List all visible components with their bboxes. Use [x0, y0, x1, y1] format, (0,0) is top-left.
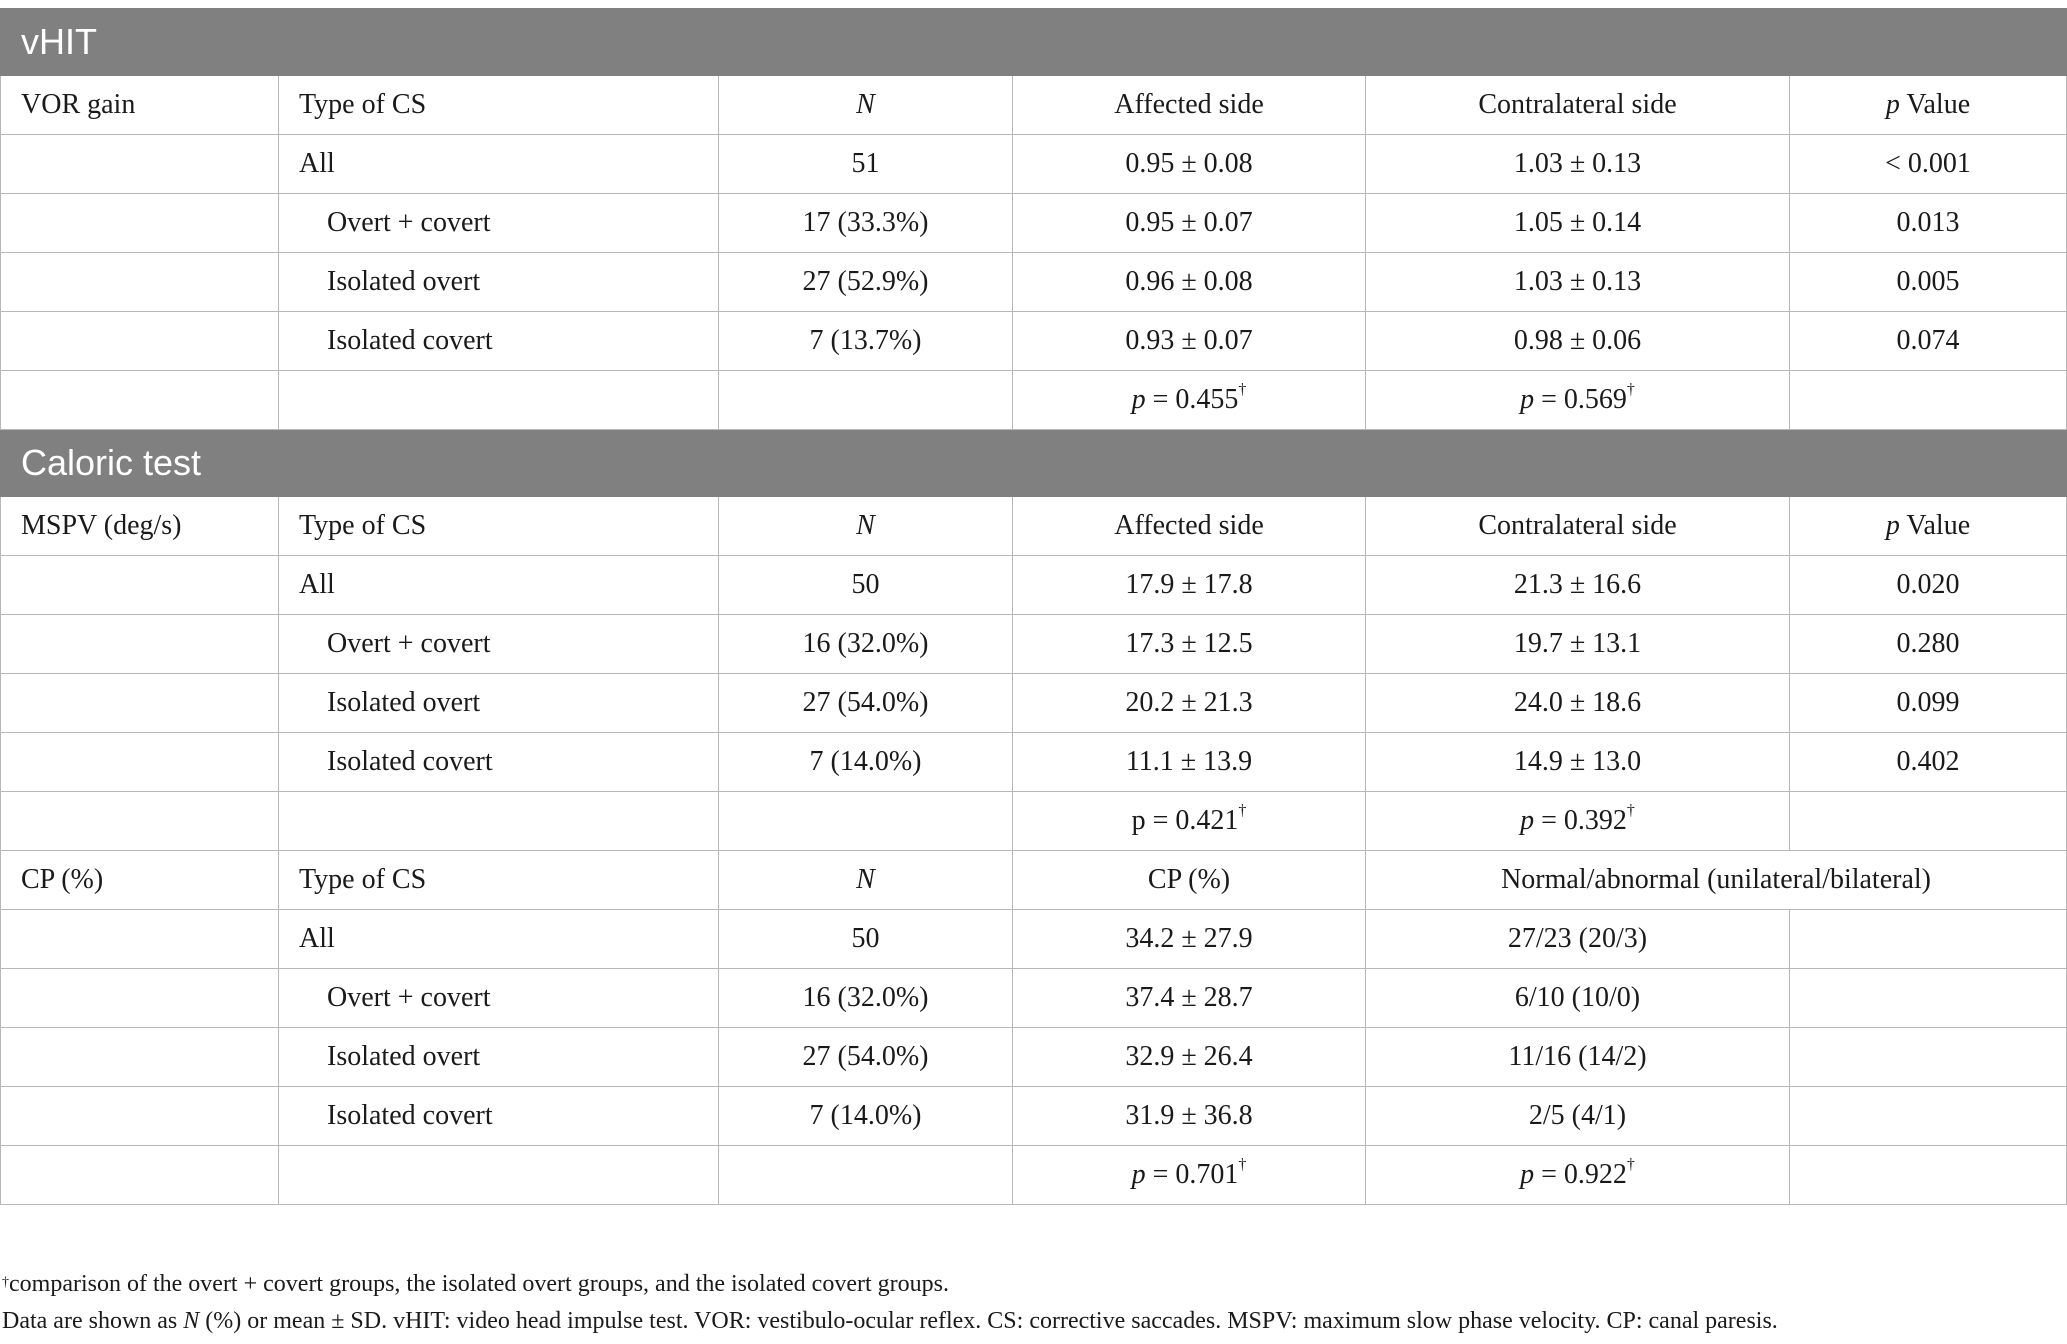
table-cell: All: [279, 910, 719, 969]
table-cell: 0.099: [1790, 674, 2067, 733]
column-header-row: [1, 497, 2067, 556]
table-cell: 17.9 ± 17.8: [1013, 556, 1366, 615]
header-value: Value: [1906, 510, 1971, 541]
table-cell: 27 (52.9%): [719, 253, 1013, 312]
results-table: [0, 8, 2067, 1205]
table-cell: All: [279, 135, 719, 194]
table-cell: [1, 615, 279, 674]
table-cell: [1, 792, 279, 851]
header-cell: Type of CS: [279, 851, 719, 910]
comparison-cell-contralateral: [1366, 371, 1790, 430]
footnote-text: comparison of the overt + covert groups, the isolated overt groups, and the isolated covert groups.: [9, 1271, 949, 1297]
table-cell: [279, 792, 719, 851]
table-cell: 21.3 ± 16.6: [1366, 556, 1790, 615]
footnote-dagger: [2, 1266, 2062, 1303]
table-cell: 34.2 ± 27.9: [1013, 910, 1366, 969]
table-cell: [1790, 1087, 2067, 1146]
section-title: Caloric test: [1, 430, 2067, 497]
p-value: = 0.701: [1145, 1159, 1239, 1190]
column-header-row: [1, 851, 2067, 910]
p-symbol: p: [1520, 1159, 1535, 1190]
header-cell: Affected side: [1013, 76, 1366, 135]
table-cell: 20.2 ± 21.3: [1013, 674, 1366, 733]
comparison-cell-affected: [1013, 792, 1366, 851]
table-cell: 1.03 ± 0.13: [1366, 135, 1790, 194]
table-cell: Isolated overt: [279, 253, 719, 312]
table-cell: 11.1 ± 13.9: [1013, 733, 1366, 792]
table-cell: [279, 1146, 719, 1205]
section-header-caloric: [1, 430, 2067, 497]
section-header-vhit: [1, 9, 2067, 76]
results-table-container: [0, 8, 2066, 1205]
table-cell: [1, 1146, 279, 1205]
table-cell: 24.0 ± 18.6: [1366, 674, 1790, 733]
header-cell: Type of CS: [279, 497, 719, 556]
comparison-row: [1, 792, 2067, 851]
table-cell: 37.4 ± 28.7: [1013, 969, 1366, 1028]
header-cell: CP (%): [1013, 851, 1366, 910]
table-footnotes: [2, 1266, 2062, 1340]
table-cell: 11/16 (14/2): [1366, 1028, 1790, 1087]
table-cell: Isolated overt: [279, 674, 719, 733]
table-cell: 0.402: [1790, 733, 2067, 792]
footnote-text: (%) or mean ± SD. vHIT: video head impulse test. VOR: vestibulo-ocular reflex. CS: corrective saccades. MSPV: maximum slow phase velocity. CP: canal paresis.: [199, 1308, 1778, 1334]
table-row: [1, 556, 2067, 615]
header-cell: CP (%): [1, 851, 279, 910]
table-cell: [1, 312, 279, 371]
table-cell: 17.3 ± 12.5: [1013, 615, 1366, 674]
table-cell: [279, 371, 719, 430]
comparison-row: [1, 371, 2067, 430]
table-cell: 0.013: [1790, 194, 2067, 253]
header-cell: Affected side: [1013, 497, 1366, 556]
comparison-cell-affected: [1013, 371, 1366, 430]
header-cell: Type of CS: [279, 76, 719, 135]
dagger-mark: †: [2, 1275, 9, 1290]
table-cell: [1, 253, 279, 312]
table-cell: Isolated covert: [279, 733, 719, 792]
p-value: = 0.922: [1534, 1159, 1627, 1190]
table-cell: [1, 556, 279, 615]
dagger-mark: †: [1626, 381, 1635, 398]
table-cell: [1790, 910, 2067, 969]
table-cell: Overt + covert: [279, 615, 719, 674]
table-cell: [1, 1087, 279, 1146]
dagger-mark: †: [1626, 1156, 1635, 1173]
header-p: p: [1885, 510, 1900, 541]
table-cell: 0.95 ± 0.08: [1013, 135, 1366, 194]
table-cell: 1.05 ± 0.14: [1366, 194, 1790, 253]
p-value: = 0.569: [1534, 384, 1627, 415]
table-cell: Overt + covert: [279, 969, 719, 1028]
header-cell: VOR gain: [1, 76, 279, 135]
table-cell: [1, 135, 279, 194]
table-cell: 19.7 ± 13.1: [1366, 615, 1790, 674]
table-cell: 0.280: [1790, 615, 2067, 674]
column-header-row: [1, 76, 2067, 135]
p-value: = 0.455: [1145, 384, 1239, 415]
table-cell: Isolated covert: [279, 312, 719, 371]
table-row: [1, 194, 2067, 253]
p-symbol: p: [1520, 384, 1535, 415]
table-cell: 0.020: [1790, 556, 2067, 615]
table-cell: 0.005: [1790, 253, 2067, 312]
table-cell: [1, 674, 279, 733]
p-symbol: p: [1520, 805, 1535, 836]
table-row: [1, 312, 2067, 371]
table-cell: 17 (33.3%): [719, 194, 1013, 253]
header-p: p: [1885, 89, 1900, 120]
table-cell: 7 (13.7%): [719, 312, 1013, 371]
table-row: [1, 135, 2067, 194]
header-cell: [719, 76, 1013, 135]
comparison-cell-cp: [1013, 1146, 1366, 1205]
table-cell: 2/5 (4/1): [1366, 1087, 1790, 1146]
p-symbol: p: [1131, 1159, 1146, 1190]
table-cell: 1.03 ± 0.13: [1366, 253, 1790, 312]
footnote-abbreviations: [2, 1303, 2062, 1340]
table-row: [1, 253, 2067, 312]
table-cell: [1, 910, 279, 969]
header-n: N: [856, 510, 875, 541]
comparison-cell-contralateral: [1366, 792, 1790, 851]
table-cell: [1790, 969, 2067, 1028]
table-cell: 51: [719, 135, 1013, 194]
table-cell: [719, 792, 1013, 851]
table-cell: 6/10 (10/0): [1366, 969, 1790, 1028]
table-cell: Overt + covert: [279, 194, 719, 253]
table-cell: 7 (14.0%): [719, 733, 1013, 792]
dagger-mark: †: [1626, 802, 1635, 819]
table-row: [1, 674, 2067, 733]
dagger-mark: †: [1238, 381, 1247, 398]
p-value: p = 0.421: [1131, 805, 1239, 836]
table-cell: 27 (54.0%): [719, 1028, 1013, 1087]
table-cell: All: [279, 556, 719, 615]
table-cell: 50: [719, 910, 1013, 969]
header-cell: Contralateral side: [1366, 76, 1790, 135]
table-cell: 50: [719, 556, 1013, 615]
table-cell: 31.9 ± 36.8: [1013, 1087, 1366, 1146]
p-symbol: p: [1131, 384, 1146, 415]
table-cell: 0.96 ± 0.08: [1013, 253, 1366, 312]
table-cell: 0.074: [1790, 312, 2067, 371]
header-cell: Contralateral side: [1366, 497, 1790, 556]
table-cell: 16 (32.0%): [719, 615, 1013, 674]
table-cell: [719, 1146, 1013, 1205]
table-cell: < 0.001: [1790, 135, 2067, 194]
table-row: [1, 1028, 2067, 1087]
header-cell: [719, 497, 1013, 556]
table-row: [1, 615, 2067, 674]
table-cell: Isolated overt: [279, 1028, 719, 1087]
table-row: [1, 910, 2067, 969]
table-cell: [719, 371, 1013, 430]
header-cell: [1790, 497, 2067, 556]
table-cell: [1, 1028, 279, 1087]
footnote-n: N: [183, 1308, 200, 1334]
dagger-mark: †: [1238, 802, 1247, 819]
table-cell: [1, 194, 279, 253]
table-cell: 14.9 ± 13.0: [1366, 733, 1790, 792]
comparison-cell-normal-abnormal: [1366, 1146, 1790, 1205]
table-cell: 0.98 ± 0.06: [1366, 312, 1790, 371]
table-row: [1, 733, 2067, 792]
table-cell: [1790, 1028, 2067, 1087]
header-cell: [719, 851, 1013, 910]
dagger-mark: †: [1238, 1156, 1247, 1173]
header-value: Value: [1906, 89, 1971, 120]
table-cell: Isolated covert: [279, 1087, 719, 1146]
footnote-text: Data are shown as: [2, 1308, 184, 1334]
table-cell: [1790, 1146, 2067, 1205]
table-cell: [1790, 792, 2067, 851]
table-row: [1, 969, 2067, 1028]
table-cell: 0.95 ± 0.07: [1013, 194, 1366, 253]
header-cell: Normal/abnormal (unilateral/bilateral): [1366, 851, 2067, 910]
table-cell: 27 (54.0%): [719, 674, 1013, 733]
table-cell: [1790, 371, 2067, 430]
table-cell: [1, 969, 279, 1028]
table-cell: 16 (32.0%): [719, 969, 1013, 1028]
table-cell: 0.93 ± 0.07: [1013, 312, 1366, 371]
section-title: vHIT: [1, 9, 2067, 76]
table-cell: 32.9 ± 26.4: [1013, 1028, 1366, 1087]
table-cell: [1, 733, 279, 792]
header-n: N: [856, 89, 875, 120]
header-cell: [1790, 76, 2067, 135]
header-n: N: [856, 864, 875, 895]
table-row: [1, 1087, 2067, 1146]
header-cell: MSPV (deg/s): [1, 497, 279, 556]
p-value: = 0.392: [1534, 805, 1627, 836]
table-cell: 27/23 (20/3): [1366, 910, 1790, 969]
comparison-row: [1, 1146, 2067, 1205]
table-cell: 7 (14.0%): [719, 1087, 1013, 1146]
table-cell: [1, 371, 279, 430]
